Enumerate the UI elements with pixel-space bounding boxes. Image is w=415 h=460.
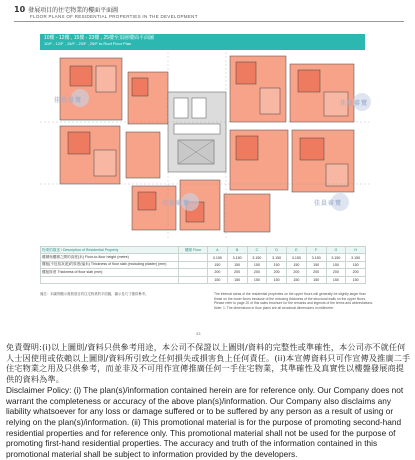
spec-cell: 150: [326, 261, 346, 268]
spec-table-row: [41, 269, 366, 276]
spec-cell: 200: [247, 269, 267, 276]
spec-row-label: [41, 276, 179, 283]
spec-table-header: [41, 247, 366, 254]
spec-cell: 150: [346, 261, 366, 268]
spec-cell: 150: [287, 276, 307, 283]
spec-table: [40, 246, 366, 284]
spec-cell: 200: [267, 269, 287, 276]
spec-cell: 3.150: [287, 254, 307, 261]
spec-row-label: 樓板(不包括灰泥)的厚度(毫米) Thickness of floor slab (excluding plaster) (mm): [41, 261, 179, 268]
watermark-text: 佳員睿覽: [340, 100, 369, 107]
spec-cell: 200: [326, 269, 346, 276]
spec-cell: 150: [267, 261, 287, 268]
flat-col-header: B: [227, 247, 247, 254]
spec-cell: 150: [346, 276, 366, 283]
spec-cell: 3.150: [227, 254, 247, 261]
flat-col-header: E: [287, 247, 307, 254]
spec-cell: 3.150: [306, 254, 326, 261]
spec-cell: 3.150: [326, 254, 346, 261]
flat-col-header: G: [326, 247, 346, 254]
notes-en: The internal areas of the residential properties on the upper floors will generally be slightly larger than those on the lower floors because of the reducing thickness of the structural walls on the upper floors. Please refer to page 20 of this sales brochure for the remarks and legends of the terms and abbreviations. Note: 1. The dimensions in floor plans are all structural dimensions in millimetre.: [214, 292, 374, 310]
spec-cell: 150: [247, 261, 267, 268]
central-core: [168, 92, 226, 172]
notes-zh: 備註：本圖則顯示發展項目的住宅物業的平面圖，圖示及尺寸僅供參考。: [40, 292, 149, 296]
disclaimer-block: [6, 342, 412, 460]
flat-col-header: F: [306, 247, 326, 254]
flat-col-header: H: [346, 247, 366, 254]
plan-title-en: 10/F - 12/F , 15/F - 23/F , 25/F to Roof Floor Plan: [44, 41, 132, 46]
page-header: [14, 6, 404, 20]
watermark-text: 佳員睿覽: [314, 200, 343, 207]
flat-col-header: A: [208, 247, 228, 254]
spec-cell: 200: [208, 269, 228, 276]
spec-col-label: 物業的描述 / Description of Residential Property: [41, 247, 179, 254]
spec-row-unit: [179, 276, 208, 283]
watermark-text: 佳員睿覽: [54, 97, 83, 104]
header-title-zh: [14, 6, 404, 14]
spec-cell: 150: [306, 261, 326, 268]
plan-title-zh: 10樓 - 12樓 , 15樓 - 23樓 , 25樓至頂層樓面平面圖: [44, 35, 155, 41]
spec-cell: 3.150: [208, 254, 228, 261]
spec-table-row: [41, 261, 366, 268]
spec-cell: 150: [208, 261, 228, 268]
spec-cell: 150: [326, 276, 346, 283]
spec-col-floor: 樓層 Floor: [179, 247, 208, 254]
disclaimer-en: Disclaimer Policy: (i) The plan(s)/information contained herein are for reference only. Our Company does not warrant the completeness or accuracy of the above plan(s)/information. Our Company also disclaims any liability whatsoever for any loss or damage suffered or to be suffered by any person as a result of using or relying on the plan(s)/information. (ii) This promotional material is for the purpose of promoting second-hand residential properties and for reference only. This promotional material shall not be used for the purpose of promoting first-hand residential properties. The accuracy and truth of the information contained in this promotional material shall be subject to information provided by the developers.: [6, 384, 404, 460]
spec-cell: 150: [208, 276, 228, 283]
spec-table-row: [41, 254, 366, 261]
spec-cell: 200: [346, 269, 366, 276]
plan-title-bar: [40, 34, 365, 50]
spec-cell: 150: [267, 276, 287, 283]
watermark-text: 佳員睿覽: [162, 200, 191, 207]
spec-cell: 150: [227, 261, 247, 268]
floor-plan-drawing: [40, 52, 372, 238]
spec-row-label: 樓板厚度 Thickness of floor slab (mm): [41, 269, 179, 276]
spec-cell: 200: [306, 269, 326, 276]
header-title-zh-text: 發展項目的住宅物業的樓面平面圖: [28, 7, 119, 14]
spec-row-label: 樓層與樓層之間的高度(米) Floor-to-floor height (metre): [41, 254, 179, 261]
flat-col-header: D: [267, 247, 287, 254]
spec-cell: 150: [287, 261, 307, 268]
flat-col-header: C: [247, 247, 267, 254]
spec-cell: 200: [227, 269, 247, 276]
header-divider: [14, 21, 404, 22]
spec-cell: 3.150: [267, 254, 287, 261]
spec-cell: 3.150: [247, 254, 267, 261]
spec-cell: 150: [247, 276, 267, 283]
header-title-en: FLOOR PLANS OF RESIDENTIAL PROPERTIES IN THE DEVELOPMENT: [30, 14, 198, 19]
spec-cell: 150: [306, 276, 326, 283]
disclaimer-zh: 免責聲明:(i)以上圖則/資料只供參考用途，本公司不保證以上圖則/資料的完整性或準確性，本公司亦不就任何人士因使用或依賴以上圖則/資料所引致之任何損失或損害負上任何責任。(ii)本宣傳資料只可作宣傳及推廣二手住宅物業之用及只供參考，而並非及不可用作宣傳推廣任何一手住宅物業，其準確性及真實性以樓盤發展商提供的資料為準。: [6, 342, 411, 385]
spec-table-row: [41, 276, 366, 283]
spec-cell: 3.150: [346, 254, 366, 261]
spec-cell: 200: [287, 269, 307, 276]
page-number: 33: [196, 331, 201, 336]
spec-row-unit: [179, 269, 208, 276]
spec-row-unit: [179, 254, 208, 261]
section-number: 10: [14, 5, 26, 14]
spec-cell: 150: [227, 276, 247, 283]
spec-row-unit: [179, 261, 208, 268]
